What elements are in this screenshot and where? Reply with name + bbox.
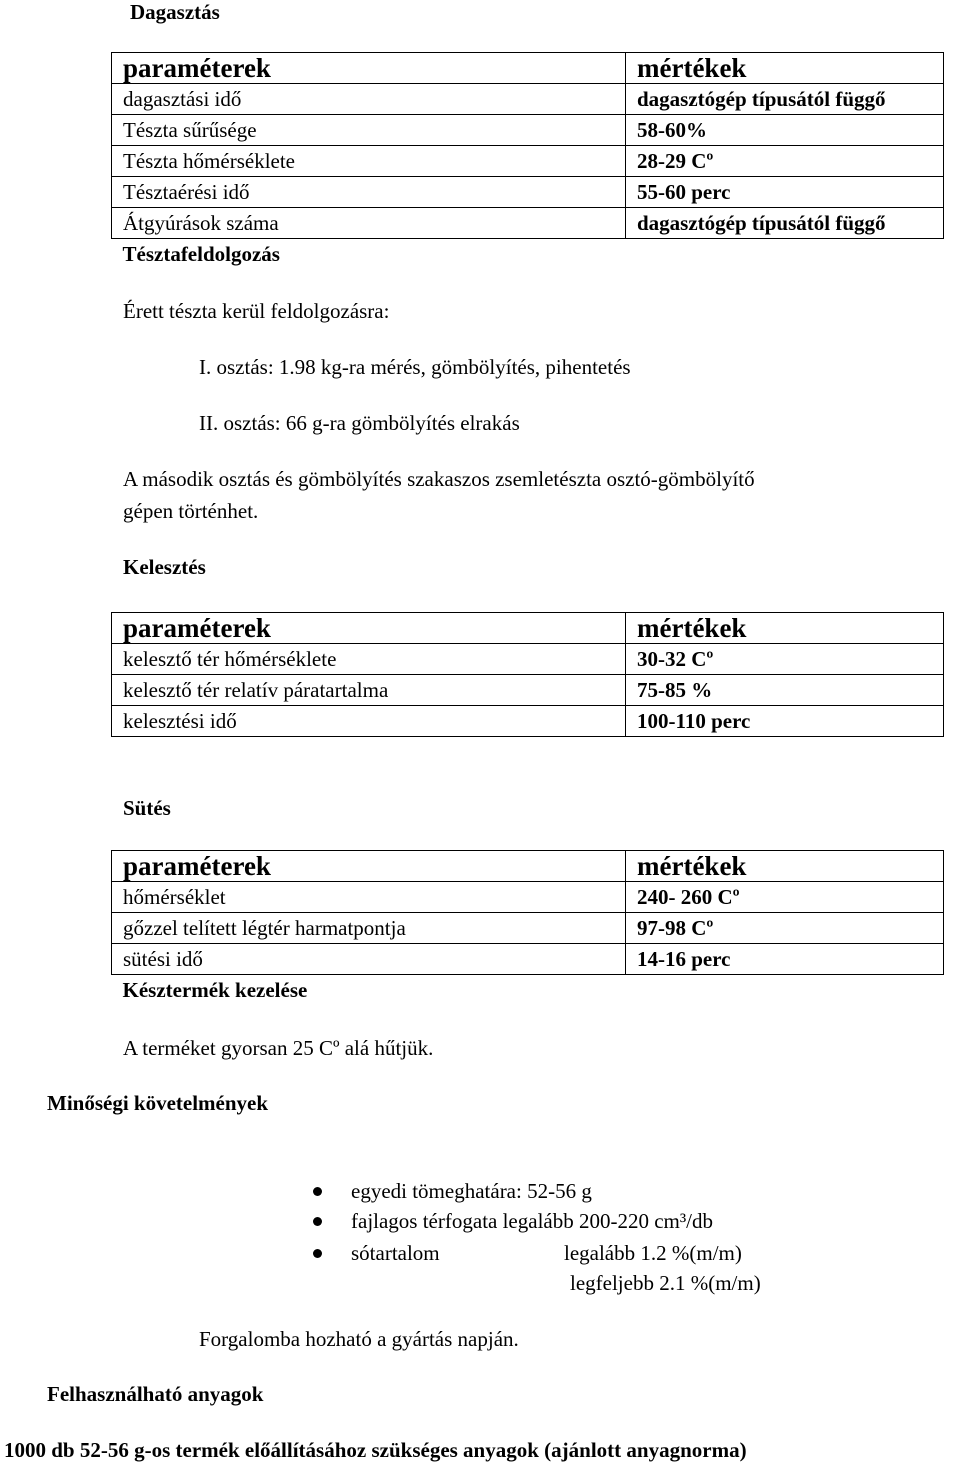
table-row (112, 177, 944, 208)
requirement-item-extra-value: legfeljebb 2.1 %(m/m) (570, 1271, 761, 1295)
param-cell: hőmérséklet (112, 882, 626, 913)
value-cell: 75-85 % (626, 675, 944, 706)
table-header-row (112, 53, 944, 84)
section-title-anyagok: Felhasználható anyagok (47, 1382, 264, 1406)
table-row (112, 913, 944, 944)
section-title-sutes: Sütés (123, 796, 171, 820)
bullet-icon (313, 1249, 322, 1258)
table-row-heading (112, 239, 944, 270)
table-row (112, 84, 944, 115)
table-row (112, 706, 944, 737)
bullet-icon (313, 1187, 322, 1196)
feldolgozas-step-1: I. osztás: 1.98 kg-ra mérés, gömbölyítés, pihentetés (199, 355, 631, 379)
param-cell: kelesztési idő (112, 706, 626, 737)
value-cell: 30-32 Cº (626, 644, 944, 675)
value-cell: 55-60 perc (626, 177, 944, 208)
empty-cell (626, 975, 944, 1006)
header-measure: mértékek (626, 851, 944, 882)
param-cell: dagasztási idő (112, 84, 626, 115)
value-cell: dagasztógép típusától függő (626, 208, 944, 239)
value-cell: 97-98 Cº (626, 913, 944, 944)
table-row (112, 882, 944, 913)
table-row-heading (112, 975, 944, 1006)
table-row (112, 115, 944, 146)
feldolgozas-intro: Érett tészta kerül feldolgozásra: (123, 299, 390, 323)
sutes-table (111, 850, 944, 1005)
header-param: paraméterek (112, 851, 626, 882)
header-param: paraméterek (112, 53, 626, 84)
param-cell: Átgyúrások száma (112, 208, 626, 239)
param-cell: Tésztaérési idő (112, 177, 626, 208)
release-note: Forgalomba hozható a gyártás napján. (199, 1327, 519, 1351)
table-row (112, 675, 944, 706)
table-row (112, 644, 944, 675)
feldolgozas-note-line-1: A második osztás és gömbölyítés szakaszos zsemletészta osztó-gömbölyítő (123, 467, 755, 491)
kelesztes-table (111, 612, 944, 737)
header-measure: mértékek (626, 613, 944, 644)
param-cell: Tészta hőmérséklete (112, 146, 626, 177)
header-measure: mértékek (626, 53, 944, 84)
value-cell: 28-29 Cº (626, 146, 944, 177)
value-cell: 100-110 perc (626, 706, 944, 737)
anyagok-subtitle: 1000 db 52-56 g-os termék előállításához szükséges anyagok (ajánlott anyagnorma) (4, 1438, 747, 1462)
requirement-item-value: legalább 1.2 %(m/m) (564, 1241, 742, 1265)
section-title-kelesztes: Kelesztés (123, 555, 206, 579)
param-cell: kelesztő tér hőmérséklete (112, 644, 626, 675)
requirement-item: fajlagos térfogata legalább 200-220 cm³/db (351, 1209, 714, 1233)
value-cell: 240- 260 Cº (626, 882, 944, 913)
table-row (112, 208, 944, 239)
value-cell: 14-16 perc (626, 944, 944, 975)
header-param: paraméterek (112, 613, 626, 644)
param-cell: kelesztő tér relatív páratartalma (112, 675, 626, 706)
section-heading-kesztermek: Késztermék kezelése (122, 977, 308, 1002)
section-heading-teszta-feldolgozas: Tésztafeldolgozás (122, 241, 280, 266)
feldolgozas-step-2: II. osztás: 66 g-ra gömbölyítés elrakás (199, 411, 520, 435)
table-row (112, 146, 944, 177)
param-cell: gőzzel telített légtér harmatpontja (112, 913, 626, 944)
param-cell: Tészta sűrűsége (112, 115, 626, 146)
section-title-minoseg: Minőségi követelmények (47, 1091, 269, 1115)
table-row (112, 944, 944, 975)
requirement-item: egyedi tömeghatára: 52-56 g (351, 1179, 592, 1203)
dagasztas-table (111, 52, 944, 269)
kesztermek-text: A terméket gyorsan 25 Cº alá hűtjük. (123, 1036, 434, 1060)
empty-cell (626, 239, 944, 270)
param-cell: sütési idő (112, 944, 626, 975)
table-header-row (112, 613, 944, 644)
value-cell: dagasztógép típusától függő (626, 84, 944, 115)
feldolgozas-note-line-2: gépen történhet. (123, 499, 259, 523)
table-header-row (112, 851, 944, 882)
value-cell: 58-60% (626, 115, 944, 146)
section-title-dagasztas: Dagasztás (130, 0, 220, 24)
bullet-icon (313, 1217, 322, 1226)
requirement-item-label: sótartalom (351, 1241, 440, 1265)
